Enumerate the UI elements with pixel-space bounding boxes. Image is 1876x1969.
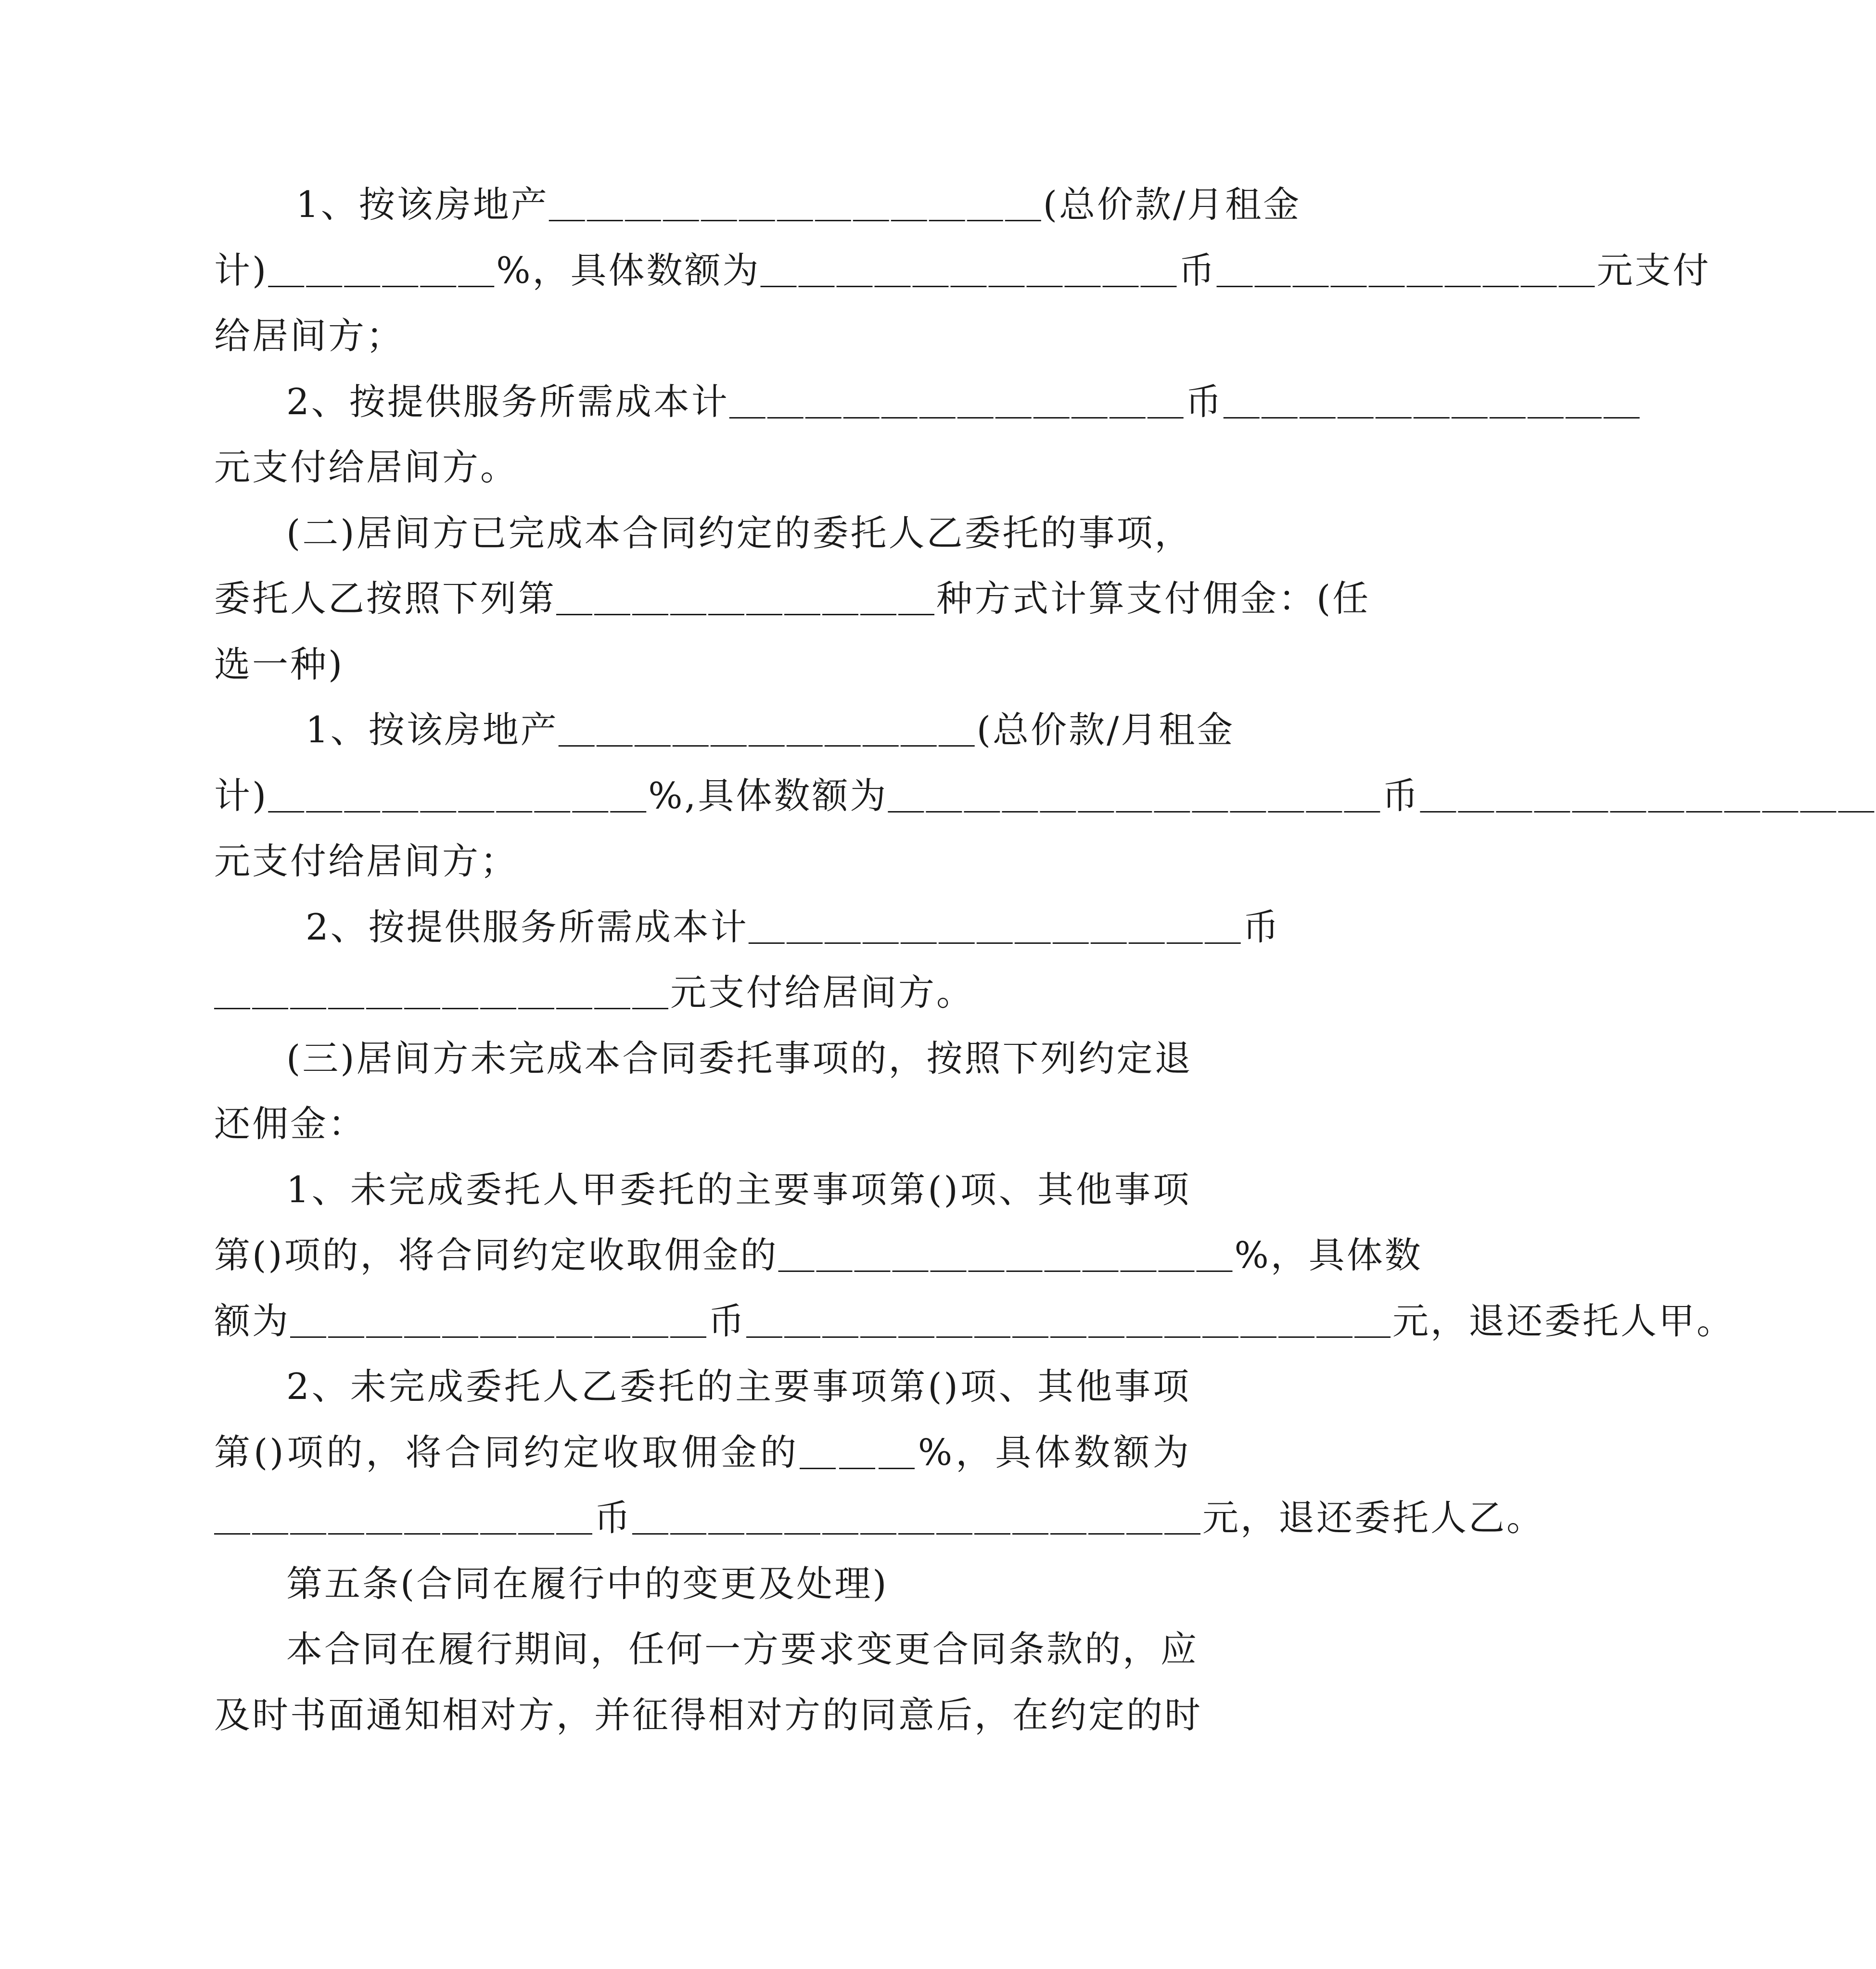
document-line: 额为＿＿＿＿＿＿＿＿＿＿＿币＿＿＿＿＿＿＿＿＿＿＿＿＿＿＿＿＿元，退还委托人甲。 [214, 1300, 1735, 1342]
document-line: 本合同在履行期间，任何一方要求变更合同条款的，应 [286, 1628, 1199, 1670]
document-line: 选一种) [214, 643, 345, 686]
document-line: 元支付给居间方。 [214, 446, 519, 488]
document-line: 1、未完成委托人甲委托的主要事项第()项、其他事项 [286, 1169, 1191, 1211]
document-line: 2、未完成委托人乙委托的主要事项第()项、其他事项 [286, 1365, 1191, 1408]
document-line: 计)＿＿＿＿＿＿%，具体数额为＿＿＿＿＿＿＿＿＿＿＿币＿＿＿＿＿＿＿＿＿＿元支付 [214, 249, 1711, 292]
document-line: 给居间方； [214, 315, 405, 357]
document-line: (二)居间方已完成本合同约定的委托人乙委托的事项， [286, 512, 1193, 554]
document-line: 元支付给居间方； [214, 840, 519, 882]
document-line: 第五条(合同在履行中的变更及处理) [286, 1562, 889, 1605]
document-line: (三)居间方未完成本合同委托事项的，按照下列约定退 [286, 1037, 1193, 1080]
document-line: 及时书面通知相对方，并征得相对方的同意后，在约定的时 [214, 1694, 1203, 1736]
document-line: ＿＿＿＿＿＿＿＿＿＿＿＿元支付给居间方。 [214, 971, 975, 1014]
document-line: 第()项的，将合同约定收取佣金的＿＿＿＿＿＿＿＿＿＿＿＿%，具体数 [214, 1234, 1423, 1276]
document-line: 1、按该房地产＿＿＿＿＿＿＿＿＿＿＿＿＿(总价款/月租金 [296, 183, 1302, 226]
document-line: ＿＿＿＿＿＿＿＿＿＿币＿＿＿＿＿＿＿＿＿＿＿＿＿＿＿元，退还委托人乙。 [214, 1497, 1545, 1539]
document-line: 第()项的，将合同约定收取佣金的＿＿＿%，具体数额为 [214, 1431, 1191, 1474]
document-line: 2、按提供服务所需成本计＿＿＿＿＿＿＿＿＿＿＿＿币＿＿＿＿＿＿＿＿＿＿＿ [286, 381, 1642, 423]
document-line: 还佣金： [214, 1103, 367, 1145]
document-line: 委托人乙按照下列第＿＿＿＿＿＿＿＿＿＿种方式计算支付佣金：(任 [214, 577, 1371, 620]
document-line: 1、按该房地产＿＿＿＿＿＿＿＿＿＿＿(总价款/月租金 [306, 709, 1235, 751]
document-line: 计)＿＿＿＿＿＿＿＿＿＿%,具体数额为＿＿＿＿＿＿＿＿＿＿＿＿＿币＿＿＿＿＿＿＿＿＿＿＿＿ [214, 775, 1876, 817]
document-line: 2、按提供服务所需成本计＿＿＿＿＿＿＿＿＿＿＿＿＿币 [306, 906, 1281, 948]
